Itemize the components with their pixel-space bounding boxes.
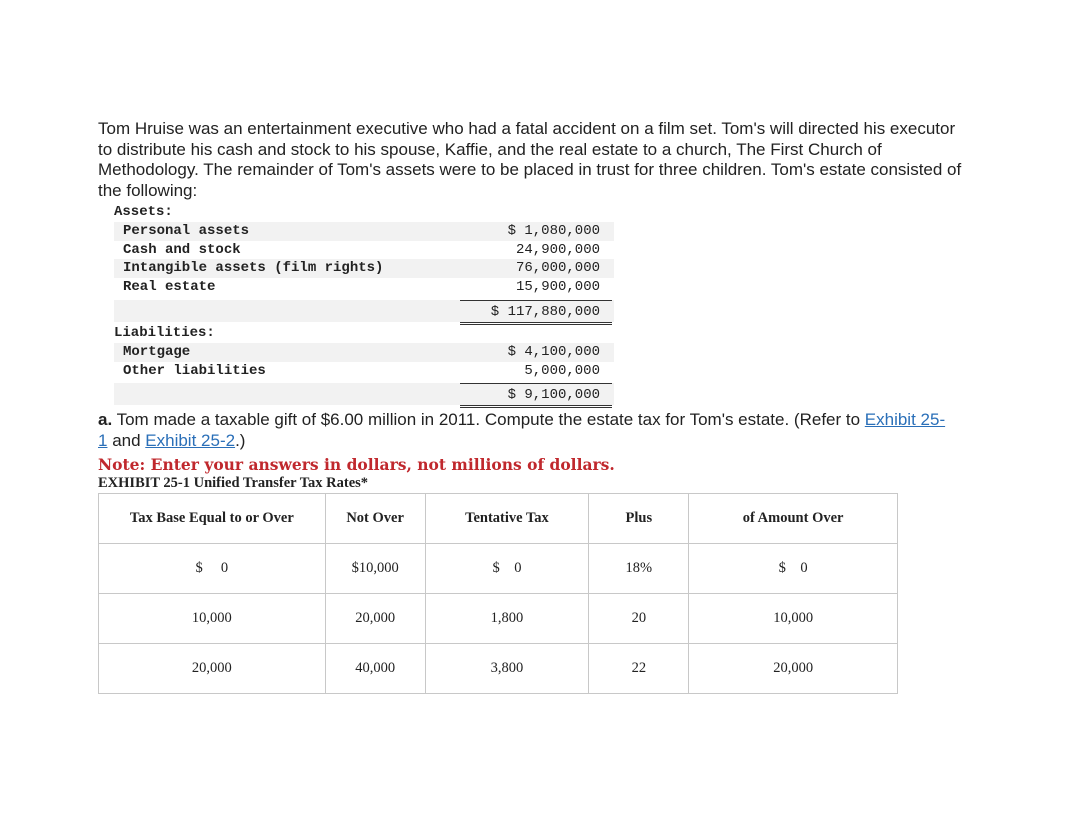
- asset-amount: 15,900,000: [515, 278, 600, 295]
- asset-row: [114, 278, 614, 297]
- question-text-join: and: [107, 430, 146, 450]
- question-text-end: .): [235, 430, 246, 450]
- problem-intro: Tom Hruise was an entertainment executive who had a fatal accident on a film set. Tom's will directed his executor to distribute his cash and stock to his spouse, Kaffie, and the real estate to a church, The First Church of Methodology. The remainder of Tom's assets were to be placed in trust for three children. Tom's estate consisted of the following:: [98, 119, 962, 200]
- liability-row: [114, 343, 614, 362]
- table-row: [99, 544, 898, 594]
- assets-total-row: [114, 300, 614, 322]
- table-cell: $ 0: [99, 544, 326, 594]
- table-cell: 20,000: [325, 594, 425, 644]
- table-cell: 20: [589, 594, 689, 644]
- assets-heading: Assets:: [114, 204, 173, 220]
- tax-rates-table: [98, 493, 898, 694]
- asset-row: [114, 241, 614, 260]
- asset-name: Cash and stock: [123, 241, 241, 258]
- asset-name: Intangible assets (film rights): [123, 260, 384, 276]
- liability-name: Mortgage: [123, 344, 191, 360]
- note-text: Note: Enter your answers in dollars, not millions of dollars.: [98, 455, 615, 474]
- table-cell: 20,000: [689, 644, 898, 694]
- table-cell: 20,000: [99, 644, 326, 694]
- asset-amount: 24,900,000: [515, 241, 600, 258]
- table-cell: 40,000: [325, 644, 425, 694]
- exhibit-title: EXHIBIT 25-1 Unified Transfer Tax Rates*: [98, 475, 369, 491]
- assets-total: $ 117,880,000: [490, 304, 600, 320]
- asset-row: [114, 222, 614, 241]
- liability-amount: $ 4,100,000: [507, 344, 600, 360]
- table-row: [99, 594, 898, 644]
- liabilities-total-row: [114, 383, 614, 405]
- asset-name: Personal assets: [123, 223, 250, 239]
- table-cell: $ 0: [425, 544, 589, 594]
- header-cell: Plus: [589, 494, 689, 544]
- liability-row: [114, 362, 614, 381]
- exhibit-25-1-link[interactable]: Exhibit 25-1: [98, 410, 946, 450]
- table-cell: 22: [589, 644, 689, 694]
- table-header-row: [99, 494, 898, 544]
- table-cell: 1,800: [425, 594, 589, 644]
- exhibit-25-2-link[interactable]: Exhibit 25-2: [145, 430, 236, 450]
- asset-name: Real estate: [123, 278, 216, 295]
- question-text: Tom made a taxable gift of $6.00 million in 2011. Compute the estate tax for Tom's estate. (Refer to: [112, 410, 865, 429]
- liabilities-heading: Liabilities:: [114, 325, 215, 341]
- asset-amount: 76,000,000: [515, 260, 600, 276]
- question-a: [98, 410, 948, 451]
- header-cell: Tentative Tax: [425, 494, 589, 544]
- table-cell: $10,000: [325, 544, 425, 594]
- liability-name: Other liabilities: [123, 362, 266, 379]
- header-cell: Not Over: [325, 494, 425, 544]
- table-cell: 3,800: [425, 644, 589, 694]
- asset-row: [114, 259, 614, 278]
- header-cell: of Amount Over: [689, 494, 898, 544]
- liabilities-table: [114, 343, 614, 405]
- liability-amount: 5,000,000: [524, 362, 600, 379]
- assets-table: [114, 222, 614, 322]
- header-cell: Tax Base Equal to or Over: [99, 494, 326, 544]
- table-cell: $ 0: [689, 544, 898, 594]
- asset-amount: $ 1,080,000: [507, 223, 600, 239]
- table-row: [99, 644, 898, 694]
- liabilities-total: $ 9,100,000: [507, 387, 600, 403]
- question-label: a.: [98, 410, 113, 429]
- table-cell: 10,000: [689, 594, 898, 644]
- table-cell: 10,000: [99, 594, 326, 644]
- table-cell: 18%: [589, 544, 689, 594]
